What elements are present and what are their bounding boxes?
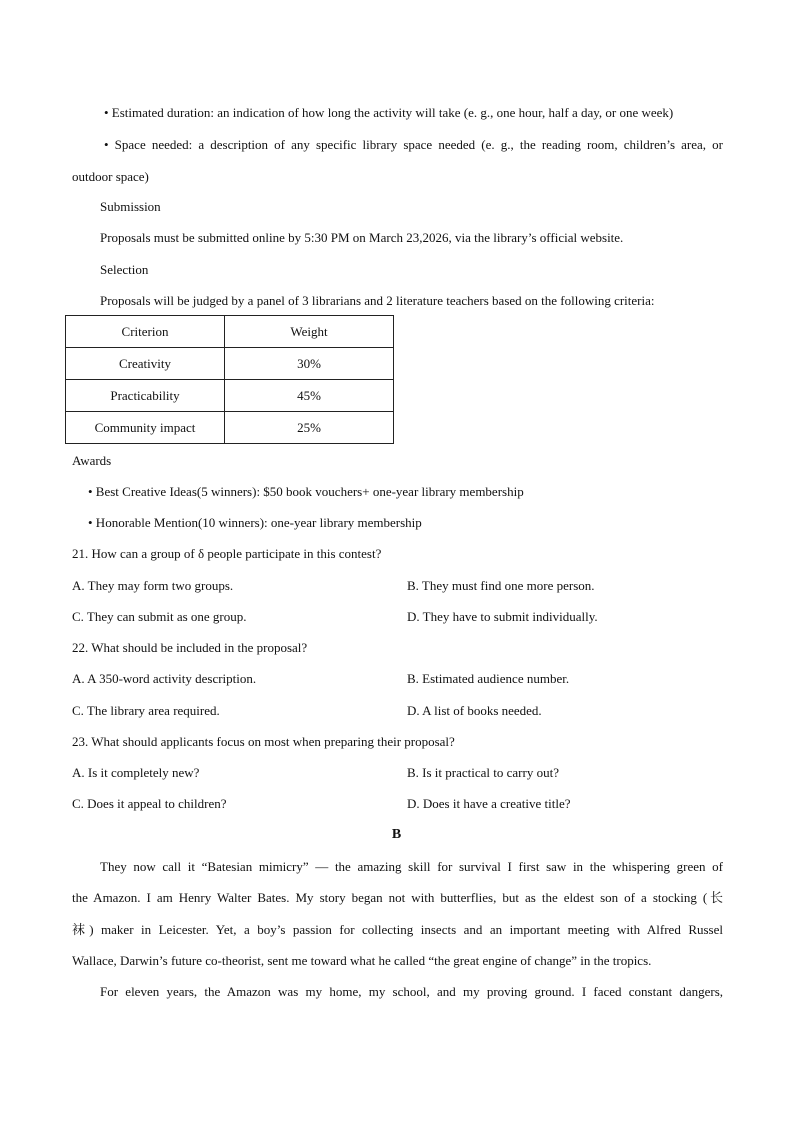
table-cell-weight: 30% [225,348,394,380]
option-a: A. A 350-word activity description. [72,671,257,686]
option-d: D. They have to submit individually. [407,609,598,624]
passage-line: the Amazon. I am Henry Walter Bates. My story began not with butterflies, but as the eldest son of a stocking (长 [72,890,723,905]
criteria-table [65,315,394,444]
table-header-row [66,316,394,348]
table-row [66,348,394,380]
table-row [66,380,394,412]
passage-line: They now call it “Batesian mimicry” — the amazing skill for survival I first saw in the whispering green of [100,859,723,874]
table-cell-weight: 45% [225,380,394,412]
section-b-label: B [391,827,402,842]
option-b: B. Estimated audience number. [407,671,570,686]
passage-line: 袜) maker in Leicester. Yet, a boy’s passion for collecting insects and an important meeting with Alfred Russel [72,922,723,937]
table-cell-criterion: Practicability [66,380,225,412]
option-b: B. Is it practical to carry out? [407,765,559,780]
selection-text: Proposals will be judged by a panel of 3 librarians and 2 literature teachers based on the following criteria: [100,293,655,308]
bullet-space-cont: outdoor space) [72,169,149,184]
option-c: C. They can submit as one group. [72,609,247,624]
question-stem: 23. What should applicants focus on most when preparing their proposal? [72,734,455,749]
bullet-duration: • Estimated duration: an indication of how long the activity will take (e. g., one hour, half a day, or one week) [104,105,674,120]
awards-heading: Awards [72,453,112,468]
submission-heading: Submission [100,199,161,214]
option-c: C. Does it appeal to children? [72,796,227,811]
table-header-weight: Weight [225,316,394,348]
option-a: A. They may form two groups. [72,578,234,593]
option-a: A. Is it completely new? [72,765,200,780]
passage-line: Wallace, Darwin’s future co-theorist, sent me toward what he called “the great engine of change” in the tropics. [72,953,652,968]
passage-line: For eleven years, the Amazon was my home, my school, and my proving ground. I faced constant dangers, [100,984,723,999]
question-stem: 21. How can a group of δ people participate in this contest? [72,546,382,561]
option-b: B. They must find one more person. [407,578,595,593]
bullet-space: • Space needed: a description of any specific library space needed (e. g., the reading room, children’s area, or [104,137,723,152]
table-cell-weight: 25% [225,412,394,444]
award-item: • Best Creative Ideas(5 winners): $50 book vouchers+ one-year library membership [88,484,524,499]
option-d: D. Does it have a creative title? [407,796,571,811]
option-c: C. The library area required. [72,703,220,718]
selection-heading: Selection [100,262,149,277]
table-cell-criterion: Community impact [66,412,225,444]
award-item: • Honorable Mention(10 winners): one-year library membership [88,515,422,530]
question-stem: 22. What should be included in the proposal? [72,640,308,655]
option-d: D. A list of books needed. [407,703,542,718]
submission-text: Proposals must be submitted online by 5:30 PM on March 23,2026, via the library’s official website. [100,230,624,245]
table-header-criterion: Criterion [66,316,225,348]
table-cell-criterion: Creativity [66,348,225,380]
table-row [66,412,394,444]
